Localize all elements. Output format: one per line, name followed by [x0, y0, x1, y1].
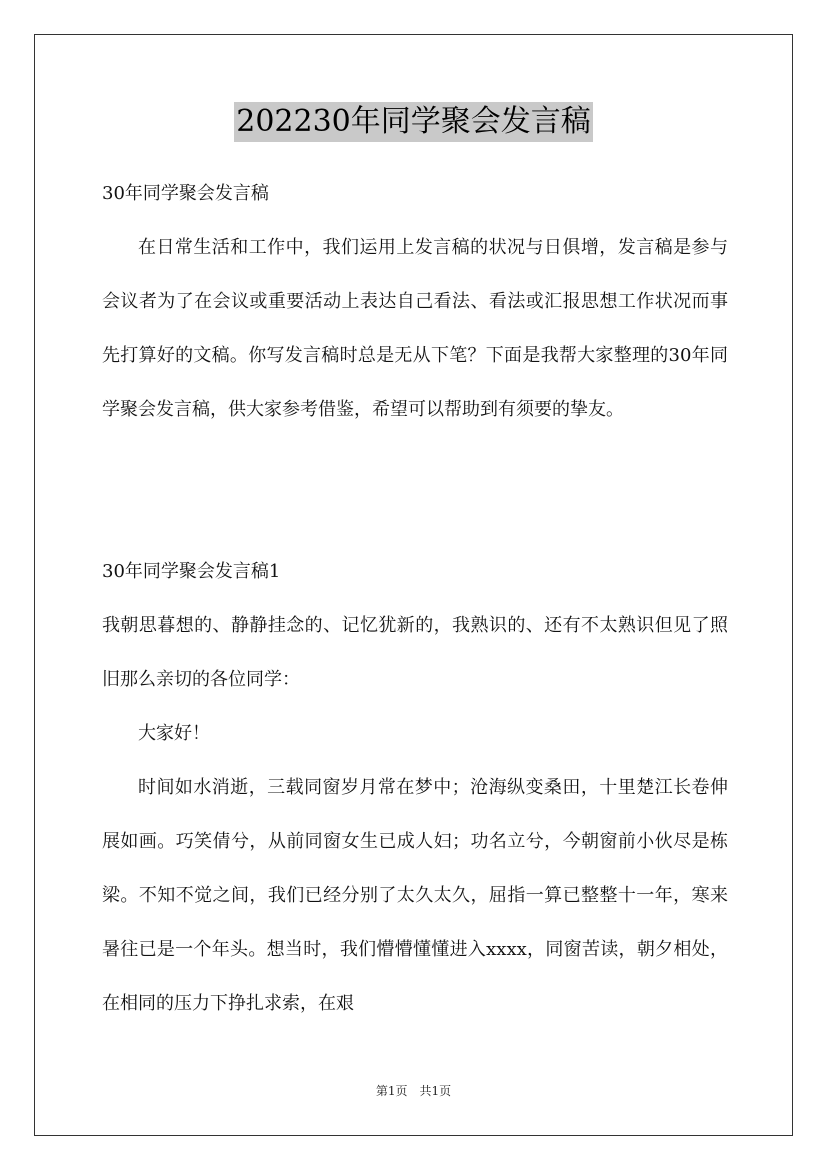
section-heading: 30年同学聚会发言稿1 — [102, 561, 281, 582]
greeting-line: 大家好！ — [138, 723, 210, 744]
page-number: 第1页 — [375, 1084, 408, 1098]
salutation-paragraph: 我朝思暮想的、静静挂念的、记忆犹新的，我熟识的、还有不太熟识但见了照旧那么亲切的各位同学： — [102, 615, 728, 690]
document-title: 202230年同学聚会发言稿 — [234, 102, 593, 142]
intro-paragraph: 在日常生活和工作中，我们运用上发言稿的状况与日俱增，发言稿是参与会议者为了在会议或重要活动上表达自己看法、看法或汇报思想工作状况而事先打算好的文稿。你写发言稿时总是无从下笔？下面是我帮大家整理的30年同学聚会发言稿，供大家参考借鉴，希望可以帮助到有须要的挚友。 — [102, 237, 728, 420]
page-total: 共1页 — [419, 1084, 452, 1098]
subtitle: 30年同学聚会发言稿 — [102, 183, 269, 204]
page-footer — [0, 1082, 827, 1099]
body-paragraph: 时间如水消逝，三载同窗岁月常在梦中；沧海纵变桑田，十里楚江长卷伸展如画。巧笑倩兮，从前同窗女生已成人妇；功名立兮，今朝窗前小伙尽是栋梁。不知不觉之间，我们已经分别了太久太久，屈指一算已整整十一年，寒来暑往已是一个年头。想当时，我们懵懵懂懂进入xxxx，同窗苦读，朝夕相处，在相同的压力下挣扎求索，在艰 — [102, 777, 728, 1014]
title-container — [0, 102, 827, 142]
